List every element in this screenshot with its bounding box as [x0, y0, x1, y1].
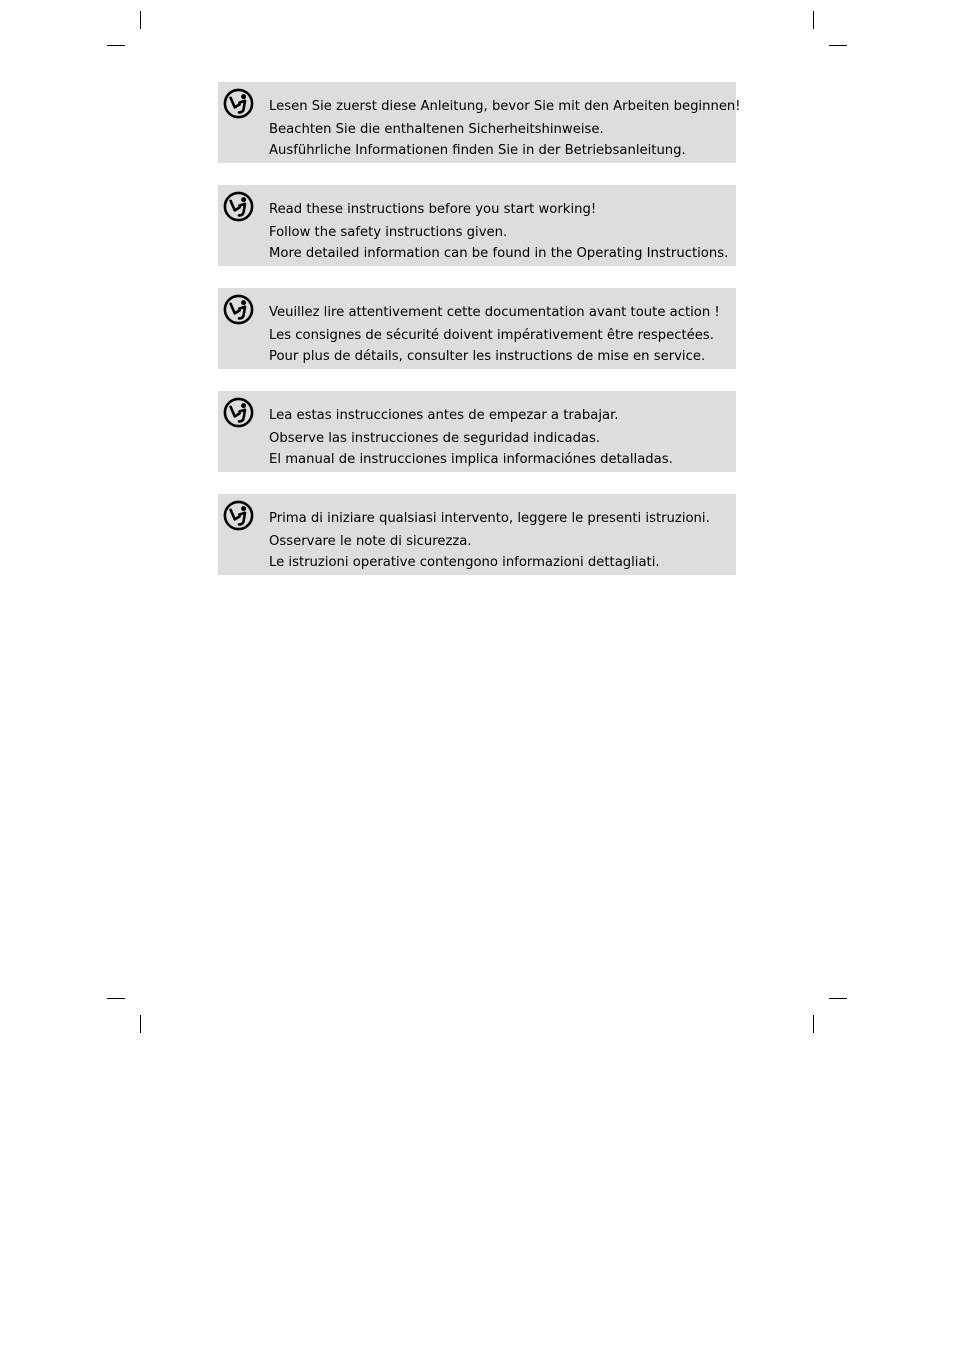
notice-text	[269, 405, 730, 470]
read-instructions-icon	[223, 191, 254, 222]
crop-mark-top-right-vertical	[813, 11, 814, 29]
read-instructions-icon	[223, 397, 254, 428]
crop-mark-bottom-left-horizontal	[107, 998, 125, 999]
notice-line: Prima di iniziare qualsiasi intervento, leggere le presenti istruzioni.	[269, 511, 710, 526]
notice-text	[269, 508, 730, 573]
notice-line: Lea estas instrucciones antes de empezar a trabajar.	[269, 408, 619, 423]
notice-box-es	[218, 391, 736, 472]
crop-mark-top-left-vertical	[140, 11, 141, 29]
notice-line: Lesen Sie zuerst diese Anleitung, bevor Sie mit den Arbeiten beginnen!	[269, 99, 741, 114]
notice-box-en	[218, 185, 736, 266]
notice-line: Le istruzioni operative contengono informazioni dettagliati.	[269, 555, 660, 570]
notice-line: Les consignes de sécurité doivent impérativement être respectées.	[269, 328, 714, 343]
notice-text	[269, 199, 730, 264]
notice-line: Ausführliche Informationen finden Sie in der Betriebsanleitung.	[269, 143, 686, 158]
read-instructions-icon	[223, 88, 254, 119]
notice-line: More detailed information can be found in the Operating Instructions.	[269, 246, 729, 261]
crop-mark-bottom-right-horizontal	[829, 998, 847, 999]
notice-line: Pour plus de détails, consulter les instructions de mise en service.	[269, 349, 706, 364]
notice-line: Veuillez lire attentivement cette documentation avant toute action !	[269, 305, 720, 320]
crop-mark-top-left-horizontal	[107, 45, 125, 46]
notice-line: Beachten Sie die enthaltenen Sicherheitshinweise.	[269, 122, 604, 137]
notice-line: Read these instructions before you start working!	[269, 202, 597, 217]
notice-box-it	[218, 494, 736, 575]
notice-line: El manual de instrucciones implica informaciónes detalladas.	[269, 452, 673, 467]
crop-mark-bottom-left-vertical	[140, 1015, 141, 1033]
read-instructions-icon	[223, 294, 254, 325]
crop-mark-bottom-right-vertical	[813, 1015, 814, 1033]
notice-box-fr	[218, 288, 736, 369]
notice-line: Observe las instrucciones de seguridad indicadas.	[269, 431, 601, 446]
notice-box-de	[218, 82, 741, 163]
notice-line: Osservare le note di sicurezza.	[269, 534, 472, 549]
read-instructions-icon	[223, 500, 254, 531]
notice-text	[269, 96, 741, 161]
crop-mark-top-right-horizontal	[829, 45, 847, 46]
notice-line: Follow the safety instructions given.	[269, 225, 508, 240]
notice-text	[269, 302, 730, 367]
